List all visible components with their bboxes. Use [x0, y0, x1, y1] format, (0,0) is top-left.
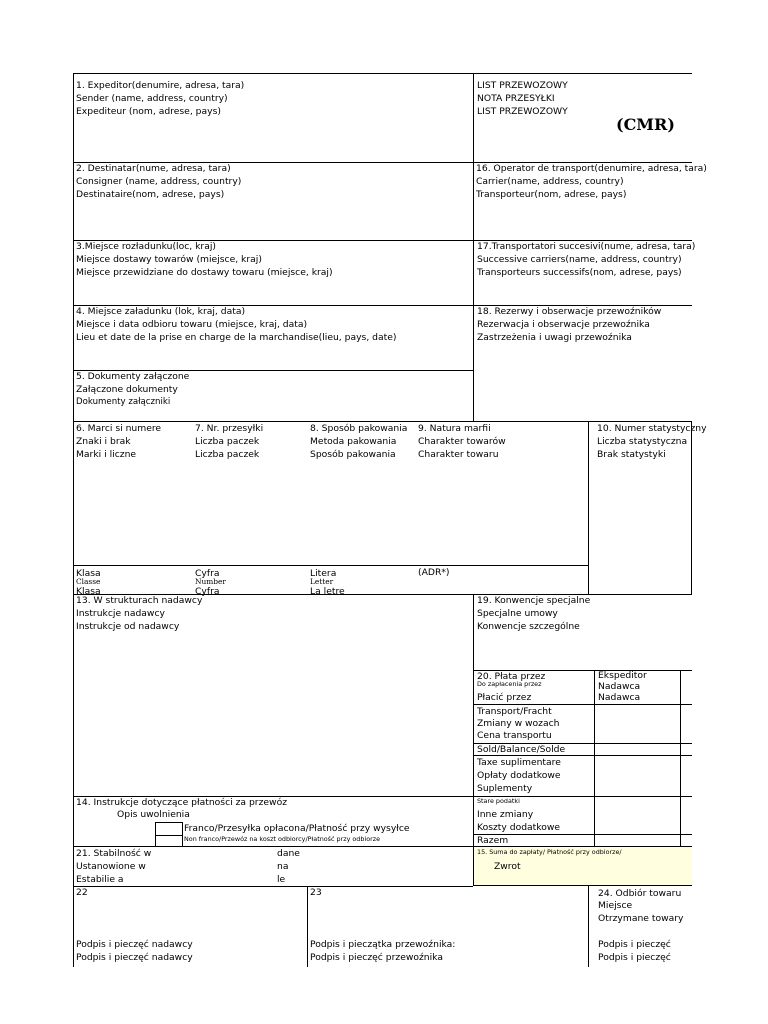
divider: [73, 886, 473, 887]
successive-carriers-label: Successive carriers(name, address, country): [477, 254, 682, 265]
carrier-block: [476, 162, 707, 207]
total-label: Razem: [477, 835, 509, 846]
class-label: Klasa: [76, 586, 101, 597]
sender-instructions-label: Instrukcje nadawcy: [76, 608, 165, 619]
class-label: Classe: [76, 577, 101, 586]
packing-method-label: 8. Sposób pakowania: [310, 423, 408, 434]
cash-on-delivery-label: Zwrot: [494, 861, 521, 872]
marks-label: 6. Marci si numere: [76, 423, 162, 434]
carrier-reservations-label: 18. Rezerwy i obserwacje przewoźników: [477, 306, 662, 317]
box-22-number: 22: [76, 887, 88, 898]
form-border-top: [73, 73, 692, 74]
number-label: Number: [195, 577, 226, 586]
special-agreements-label: 19. Konwencje specjalne: [477, 595, 591, 606]
consignee-signature-label: Podpis i pieczęć: [598, 952, 671, 963]
carrier-label: 16. Operator de transport(denumire, adresa, tara): [476, 163, 707, 174]
other-charges-label: Inne zmiany: [477, 809, 534, 820]
class-label: Klasa: [76, 568, 101, 579]
divider: [473, 885, 692, 886]
sender-instructions-label: 13. W strukturach nadawcy: [76, 595, 203, 606]
box-23-number: 23: [310, 887, 322, 898]
form-title: LIST PRZEWOZOWY: [477, 80, 568, 91]
adr-label: (ADR*): [418, 567, 450, 578]
supplements-row-label: Opłaty dodatkowe: [477, 770, 561, 781]
to-be-paid-by-label: Płacić przez: [477, 692, 532, 703]
delivery-place-label: Miejsce przewidziane do dostawy towaru (miejsce, kraj): [76, 267, 333, 278]
successive-carriers-label: Transporteurs successifs(nom, adrese, pays): [477, 267, 682, 278]
statistical-number-label: Brak statystyki: [597, 449, 666, 460]
delivery-place-label: Miejsce dostawy towarów (miejsce, kraj): [76, 254, 262, 265]
carrier-label: Carrier(name, address, country): [476, 176, 624, 187]
sender-label-fr: Expediteur (nom, adrese, pays): [76, 106, 221, 117]
marks-label: Znaki i brak: [76, 436, 131, 447]
to-be-paid-by-label: 20. Płata przez: [477, 671, 546, 682]
goods-received-label: 24. Odbiór towaru: [598, 888, 682, 899]
sender-column-header: Ekspeditor: [598, 670, 647, 681]
payment-instructions-label: 14. Instrukcje dotyczące płatności za przewóz: [76, 797, 288, 808]
letter-label: Litera: [310, 568, 337, 579]
date-label: dane: [277, 848, 300, 859]
established-in-label: Ustanowione w: [76, 861, 146, 872]
cmr-title: (CMR): [616, 115, 675, 134]
loading-place-label: Miejsce i data odbioru towaru (miejsce, kraj, data): [76, 319, 308, 330]
balance-row-label: Sold/Balance/Solde: [477, 744, 566, 755]
packages-label: Liczba paczek: [195, 449, 260, 460]
sender-instructions-label: Instrukcje od nadawcy: [76, 621, 180, 632]
consignee-label: Consigner (name, address, country): [76, 176, 242, 187]
documents-label: 5. Dokumenty załączone: [76, 371, 190, 382]
sender-column-header: Nadawca: [598, 692, 641, 703]
freight-row-label: Zmiany w wozach: [477, 718, 560, 729]
number-label: Cyfra: [195, 586, 220, 597]
goods-nature-label: Charakter towaru: [418, 449, 499, 460]
goods-received-label: Miejsce: [598, 900, 633, 911]
documents-label: Załączone dokumenty: [76, 384, 178, 395]
carrier-reservations-label: Rezerwacja i obserwacje przewoźnika: [477, 319, 650, 330]
release-description-label: Opis uwolnienia: [117, 809, 190, 820]
statistical-number-block: [597, 422, 707, 467]
freight-row-label: Cena transportu: [477, 730, 552, 741]
documents-label: Dokumenty załączniki: [76, 397, 171, 407]
established-in-label: 21. Stabilność w: [76, 848, 152, 859]
loading-place-label: 4. Miejsce załadunku (lok, kraj, data): [76, 306, 246, 317]
delivery-place-label: 3.Miejsce rozładunku(loc, kraj): [76, 241, 216, 252]
marks-label: Marki i liczne: [76, 449, 137, 460]
sender-label: 1. Expeditor(denumire, adresa, tara): [76, 80, 245, 91]
franco-label: Franco/Przesyłka opłacona/Płatność przy wysyłce: [184, 823, 410, 834]
sender-label-en: Sender (name, address, country): [76, 93, 228, 104]
date-label: le: [277, 874, 286, 885]
statistical-number-label: 10. Numer statystyczny: [597, 423, 707, 434]
letter-label: La letre: [310, 586, 345, 597]
sender-signature-label: Podpis i pieczęć nadawcy: [76, 952, 193, 963]
freight-row-label: Transport/Fracht: [477, 706, 552, 717]
goods-received-label: Otrzymane towary: [598, 913, 684, 924]
packages-label: Liczba paczek: [195, 436, 260, 447]
form-title: LIST PRZEWOZOWY: [477, 106, 568, 117]
packages-label: 7. Nr. przesyłki: [195, 423, 264, 434]
letter-label: Letter: [310, 577, 334, 586]
date-label: na: [277, 861, 289, 872]
carrier-label: Transporteur(nom, adrese, pays): [476, 189, 627, 200]
divider-center-upper: [473, 73, 474, 422]
carrier-signature-label: Podpis i pieczęć przewoźnika: [310, 952, 443, 963]
divider-payment-col2: [680, 670, 681, 846]
other-charges-label: Koszty dodatkowe: [477, 822, 561, 833]
non-franco-checkbox[interactable]: [155, 834, 183, 847]
divider-center-middle: [473, 594, 474, 886]
divider-signature-2: [588, 886, 589, 967]
to-be-paid-by-label: Do zapłacenia przez: [477, 680, 542, 688]
sender-signature-label: Podpis i pieczęć nadawcy: [76, 939, 193, 950]
supplements-row-label: Suplementy: [477, 783, 533, 794]
special-agreements-label: Specjalne umowy: [477, 608, 558, 619]
packing-method-label: Metoda pakowania: [310, 436, 397, 447]
other-charges-label: Stare podatki: [477, 797, 520, 805]
special-agreements-label: Konwencje szczególne: [477, 621, 580, 632]
divider-payment-col: [594, 670, 595, 846]
non-franco-label: Non franco/Przewóz na koszt odbiorcy/Płatność przy odbiorze: [184, 835, 381, 843]
carrier-signature-label: Podpis i pieczątka przewoźnika:: [310, 939, 456, 950]
goods-nature-label: Charakter towarów: [418, 436, 506, 447]
cash-on-delivery-label: 15. Suma do zapłaty/ Płatność przy odbiorze/: [477, 848, 622, 856]
sender-column-header: Nadawca: [598, 681, 641, 692]
goods-nature-label: 9. Natura marfii: [418, 423, 491, 434]
consignee-signature-label: Podpis i pieczęć: [598, 939, 671, 950]
number-label: Cyfra: [195, 568, 220, 579]
divider-signature-1: [307, 886, 308, 967]
consignee-label: Destinataire(nom, adrese, pays): [76, 189, 225, 200]
divider-box10-left: [588, 421, 589, 594]
form-border-left: [73, 73, 74, 967]
supplements-row-label: Taxe suplimentare: [477, 757, 561, 768]
form-title: NOTA PRZESYŁKI: [477, 93, 555, 104]
carrier-reservations-label: Zastrzeżenia i uwagi przewoźnika: [477, 332, 632, 343]
established-in-label: Estabilie a: [76, 874, 124, 885]
statistical-number-label: Liczba statystyczna: [597, 436, 688, 447]
packing-method-label: Sposób pakowania: [310, 449, 396, 460]
adr-class-row: [74, 566, 588, 597]
successive-carriers-label: 17.Transportatori succesivi(nume, adresa, tara): [477, 241, 696, 252]
consignee-label: 2. Destinatar(nume, adresa, tara): [76, 163, 231, 174]
loading-place-label: Lieu et date de la prise en charge de la marchandise(lieu, pays, date): [76, 332, 397, 343]
